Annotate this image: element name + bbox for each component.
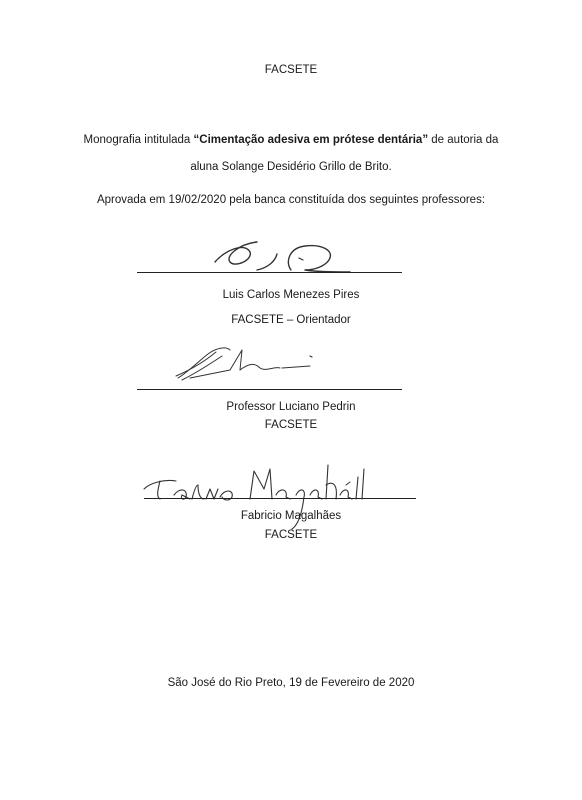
signatory-2-name: Professor Luciano Pedrin (226, 401, 356, 413)
approval-after-title: de autoria da (428, 134, 499, 146)
signatory-2-role: FACSETE (264, 419, 318, 431)
approval-line-2: aluna Solange Desidério Grillo de Brito. (190, 161, 392, 173)
signatory-3-role: FACSETE (264, 529, 318, 541)
signature-1-line (137, 272, 402, 273)
institution-header: FACSETE (264, 64, 318, 76)
approval-line-3: Aprovada em 19/02/2020 pela banca constituída dos seguintes professores: (96, 194, 486, 206)
signatory-1-name: Luis Carlos Menezes Pires (222, 289, 360, 301)
place-date: São José do Rio Preto, 19 de Fevereiro de 2020 (167, 677, 415, 689)
signature-2-line (137, 389, 402, 390)
signatory-1-role: FACSETE – Orientador (231, 314, 351, 326)
approval-line-1 (0, 133, 582, 147)
signatory-3-name: Fabricio Magalhães (240, 510, 342, 522)
approval-intro: Monografia intitulada (83, 134, 194, 146)
signature-1-image (205, 232, 355, 277)
signature-3-line (144, 498, 416, 499)
signature-2-image (170, 340, 330, 385)
monograph-title: “Cimentação adesiva em prótese dentária” (193, 134, 429, 146)
